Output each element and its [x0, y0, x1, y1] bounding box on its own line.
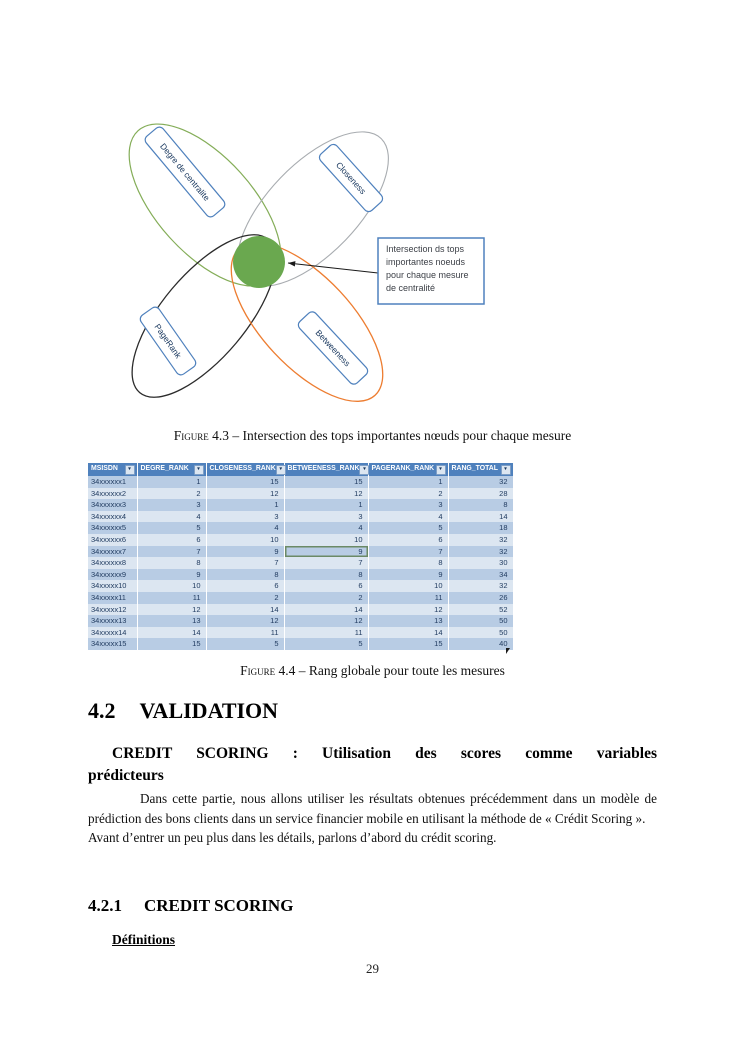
msisdn-cell: 34xxxxxx6: [88, 534, 137, 546]
section-title: CREDIT SCORING: [144, 896, 294, 915]
filter-dropdown-icon: ▾: [125, 465, 135, 475]
rank-cell: 4: [368, 511, 448, 523]
rank-cell: 2: [137, 488, 206, 500]
column-header-degre-rank: DEGRE_RANK ▾: [137, 463, 206, 476]
rank-cell: 9: [137, 569, 206, 581]
body-paragraphs: [88, 789, 657, 848]
msisdn-cell: 34xxxxx12: [88, 604, 137, 616]
rank-cell: 18: [448, 522, 513, 534]
rank-cell: 28: [448, 488, 513, 500]
table-row: [88, 627, 513, 639]
venn-diagram-svg: [110, 110, 510, 415]
rank-cell: 10: [206, 534, 284, 546]
rank-cell: 7: [368, 546, 448, 558]
rank-cell: 1: [284, 499, 368, 511]
rank-cell: 10: [284, 534, 368, 546]
rank-cell: 12: [206, 615, 284, 627]
table-row: [88, 638, 513, 650]
msisdn-cell: 34xxxxxx3: [88, 499, 137, 511]
rank-cell: 13: [368, 615, 448, 627]
rank-cell: 2: [206, 592, 284, 604]
rank-cell: 10: [137, 580, 206, 592]
rank-cell: 13: [137, 615, 206, 627]
rank-cell: 8: [206, 569, 284, 581]
set-label-degre-centralite: [143, 125, 227, 219]
paragraph: Dans cette partie, nous allons utiliser les résultats obtenues précédemment dans un modèle de prédiction des bons clients dans un service financier mobile en utilisant la méthode de « Crédit Scoring ».: [88, 791, 657, 826]
rank-cell: 32: [448, 546, 513, 558]
table-row: [88, 488, 513, 500]
rank-cell: 7: [137, 546, 206, 558]
paragraph: Avant d’entrer un peu plus dans les détails, parlons d’abord du crédit scoring.: [88, 830, 497, 845]
svg-text:Degre de centralite: Degre de centralite: [158, 141, 212, 203]
rank-cell: 32: [448, 580, 513, 592]
rank-cell: 6: [284, 580, 368, 592]
rank-cell: 50: [448, 615, 513, 627]
subheading-line1: CREDIT SCORING : Utilisation des scores comme variables: [112, 745, 657, 762]
msisdn-cell: 34xxxxx10: [88, 580, 137, 592]
table-row: [88, 592, 513, 604]
rank-cell: 40: [448, 638, 513, 650]
set-label-betweeness: [296, 310, 369, 386]
caption-text: – Rang globale pour toute les mesures: [298, 663, 505, 678]
section-number: 4.2.1: [88, 896, 122, 915]
rank-cell: 8: [284, 569, 368, 581]
table-row: [88, 569, 513, 581]
intersection-circle: [233, 236, 285, 288]
section-number: 4.2: [88, 698, 116, 723]
section-heading-4-2-1: [88, 896, 657, 916]
table-row: [88, 499, 513, 511]
rank-cell: 9: [368, 569, 448, 581]
rank-cell: 12: [137, 604, 206, 616]
table-row: [88, 615, 513, 627]
rank-cell: 50: [448, 627, 513, 639]
table-row: [88, 534, 513, 546]
rank-cell: 12: [206, 488, 284, 500]
subheading-line2: prédicteurs: [88, 767, 164, 784]
rank-cell: 15: [137, 638, 206, 650]
rank-cell: 12: [284, 615, 368, 627]
msisdn-cell: 34xxxxxx7: [88, 546, 137, 558]
rank-cell: 11: [368, 592, 448, 604]
rank-cell: 9: [284, 546, 368, 558]
msisdn-cell: 34xxxxxx4: [88, 511, 137, 523]
rank-cell: 5: [206, 638, 284, 650]
msisdn-cell: 34xxxxx11: [88, 592, 137, 604]
msisdn-cell: 34xxxxxx9: [88, 569, 137, 581]
rank-cell: 11: [284, 627, 368, 639]
rank-cell: 30: [448, 557, 513, 569]
column-header-rang-total: RANG_TOTAL ▾: [448, 463, 513, 476]
filter-dropdown-icon: ▾: [194, 465, 204, 475]
rank-cell: 9: [206, 546, 284, 558]
rank-cell: 14: [284, 604, 368, 616]
rank-table-figure: [88, 463, 514, 650]
rank-cell: 14: [368, 627, 448, 639]
rank-cell: 11: [137, 592, 206, 604]
rank-cell: 1: [368, 476, 448, 488]
rank-cell: 14: [448, 511, 513, 523]
svg-text:Closeness: Closeness: [334, 159, 368, 197]
rank-cell: 7: [284, 557, 368, 569]
rank-cell: 4: [206, 522, 284, 534]
column-header-closeness-rank: CLOSENESS_RANK ▾: [206, 463, 284, 476]
msisdn-cell: 34xxxxx13: [88, 615, 137, 627]
rank-cell: 6: [368, 534, 448, 546]
msisdn-cell: 34xxxxx14: [88, 627, 137, 639]
rank-cell: 5: [284, 638, 368, 650]
table-row: [88, 522, 513, 534]
filter-dropdown-icon: ▾: [359, 465, 369, 475]
rank-cell: 5: [368, 522, 448, 534]
rank-cell: 32: [448, 534, 513, 546]
section-heading-4-2: [88, 698, 657, 724]
rank-cell: 12: [368, 604, 448, 616]
rank-cell: 14: [137, 627, 206, 639]
table-row: [88, 476, 513, 488]
rank-cell: 3: [284, 511, 368, 523]
set-label-closeness: [317, 142, 384, 213]
table-row: [88, 546, 513, 558]
rank-cell: 8: [448, 499, 513, 511]
set-label-pagerank: [138, 305, 197, 377]
rank-cell: 8: [368, 557, 448, 569]
rank-cell: 34: [448, 569, 513, 581]
column-header-pagerank-rank: PAGERANK_RANK ▾: [368, 463, 448, 476]
rank-cell: 1: [137, 476, 206, 488]
table-row: [88, 604, 513, 616]
rank-cell: 26: [448, 592, 513, 604]
cursor-artifact: [506, 648, 510, 654]
page-number: 29: [366, 961, 379, 976]
rank-cell: 52: [448, 604, 513, 616]
rank-cell: 32: [448, 476, 513, 488]
rank-cell: 15: [368, 638, 448, 650]
filter-dropdown-icon: ▾: [276, 465, 286, 475]
credit-scoring-subheading: [88, 743, 657, 787]
svg-text:Intersection ds tops: Intersection ds tops importantes noeuds pour chaque mesure de centralité: [386, 244, 469, 293]
rank-cell: 14: [206, 604, 284, 616]
msisdn-cell: 34xxxxxx8: [88, 557, 137, 569]
rank-cell: 7: [206, 557, 284, 569]
filter-dropdown-icon: ▾: [501, 465, 511, 475]
rank-cell: 6: [137, 534, 206, 546]
column-header-betweeness-rank: BETWEENESS_RANK ▾: [284, 463, 368, 476]
table-row: [88, 511, 513, 523]
rank-cell: 6: [206, 580, 284, 592]
section-title: VALIDATION: [139, 698, 279, 723]
table-row: [88, 557, 513, 569]
rank-cell: 1: [206, 499, 284, 511]
rank-cell: 15: [206, 476, 284, 488]
annotation-box: [378, 238, 484, 304]
msisdn-cell: 34xxxxxx5: [88, 522, 137, 534]
rank-cell: 3: [206, 511, 284, 523]
rank-cell: 12: [284, 488, 368, 500]
column-header-msisdn: MSISDN ▾: [88, 463, 137, 476]
rank-cell: 8: [137, 557, 206, 569]
filter-dropdown-icon: ▾: [436, 465, 446, 475]
msisdn-cell: 34xxxxxx1: [88, 476, 137, 488]
msisdn-cell: 34xxxxx15: [88, 638, 137, 650]
rank-cell: 15: [284, 476, 368, 488]
figure-4-3-diagram: [110, 110, 510, 415]
msisdn-cell: 34xxxxxx2: [88, 488, 137, 500]
table-row: [88, 580, 513, 592]
rank-table: [88, 463, 514, 650]
svg-text:Betweeness: Betweeness: [313, 327, 353, 369]
svg-text:PageRank: PageRank: [152, 321, 184, 361]
rank-cell: 5: [137, 522, 206, 534]
rank-cell: 11: [206, 627, 284, 639]
annotation-arrow: [288, 263, 378, 273]
caption-text: – Intersection des tops importantes nœuds pour chaque mesure: [232, 428, 572, 443]
caption-label: Figure 4.4: [240, 663, 296, 678]
rank-cell: 4: [137, 511, 206, 523]
rank-cell: 2: [284, 592, 368, 604]
figure-4-3-caption: [0, 428, 745, 444]
definitions-label: Définitions: [112, 932, 176, 947]
rank-table-body: [88, 476, 513, 650]
caption-label: Figure 4.3: [173, 428, 229, 443]
rank-cell: 3: [368, 499, 448, 511]
rank-cell: 2: [368, 488, 448, 500]
rank-cell: 10: [368, 580, 448, 592]
rank-cell: 3: [137, 499, 206, 511]
table-header-row: [88, 463, 513, 476]
rank-cell: 4: [284, 522, 368, 534]
figure-4-4-caption: [0, 663, 745, 679]
